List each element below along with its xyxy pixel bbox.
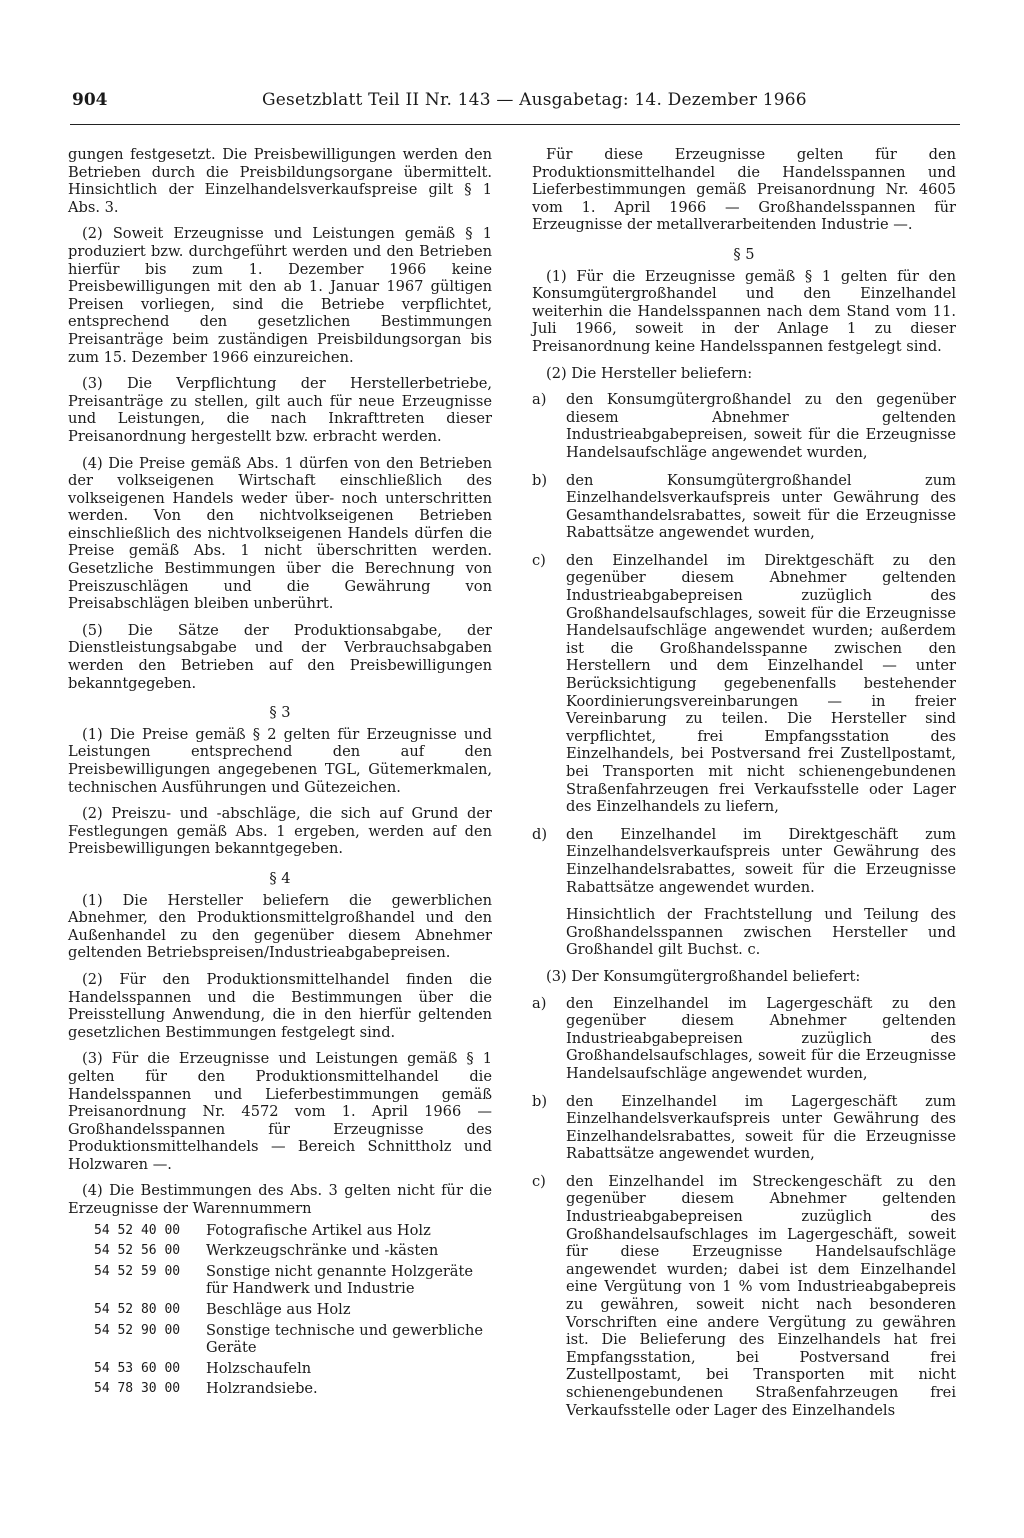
- goods-number: 54 52 56 00: [94, 1243, 181, 1259]
- table-row: [68, 1360, 492, 1378]
- section-heading-3: § 3: [269, 704, 291, 722]
- paragraph: (1) Die Preise gemäß § 2 gelten für Erzeugnisse und Leistungen entsprechend den auf den Preisbewilligungen angegebenen TGL, Gütemerkmalen, technischen Ausführungen und Gütezeichen.: [68, 725, 492, 796]
- list-item-text: den Einzelhandel im Direktgeschäft zum Einzelhandelsverkaufspreis unter Gewährung des Einzelhandelsrabattes, soweit für die Erzeugnisse Rabattsätze angewendet wurden.: [566, 825, 956, 896]
- paragraph: (5) Die Sätze der Produktionsabgabe, der Dienstleistungsabgabe und der Verbrauchsabgaben werden den Betrieben auf den Preisbewilligungen bekanntgegeben.: [68, 621, 492, 692]
- table-row: [68, 1322, 492, 1357]
- list-item-text: den Konsumgütergroßhandel zu den gegenüber diesem Abnehmer geltenden Industrieabgabepreisen, soweit für die Erzeugnisse Handelsaufschläge angewendet wurden,: [566, 391, 956, 461]
- goods-number: 54 52 90 00: [94, 1322, 181, 1338]
- list-item-label: c): [532, 551, 546, 569]
- page-header: [70, 90, 960, 125]
- paragraph: (3) Für die Erzeugnisse und Leistungen gemäß § 1 gelten für den Produktionsmittelhandel die Handelsspannen und Lieferbestimmungen gemäß Preisanordnung Nr. 4572 vom 1. April 1966 — Großhandelsspannen für Erzeugnisse des Produktionsmittelhandels — Bereich Schnittholz und Holzwaren —.: [68, 1050, 492, 1173]
- paragraph: (2) Soweit Erzeugnisse und Leistungen gemäß § 1 produziert bzw. durchgeführt werden und den Betrieben hierfür bis zum 1. Dezember 1966 keine Preisbewilligungen mit den ab 1. Januar 1967 gültigen Preisen vorliegen, sind die Betriebe verpflichtet, entsprechend den gesetzlichen Bestimmungen Preisanträge beim zuständigen Preisbildungsorgan bis zum 15. Dezember 1966 einzureichen.: [68, 225, 492, 366]
- goods-description: Sonstige technische und gewerbliche Geräte: [206, 1321, 484, 1357]
- list-item-label: d): [532, 825, 548, 843]
- paragraph: Für diese Erzeugnisse gelten für den Produktionsmittelhandel die Handelsspannen und Lieferbestimmungen gemäß Preisanordnung Nr. 4605 vom 1. April 1966 — Großhandelsspannen für Erzeugnisse der metallverarbeitenden Industrie —.: [532, 146, 956, 234]
- paragraph: (3) Die Verpflichtung der Herstellerbetriebe, Preisanträge zu stellen, gilt auch für neue Erzeugnisse und Leistungen, die nach Inkrafttreten dieser Preisanordnung hergestellt bzw. erbracht werden.: [68, 375, 492, 445]
- list-item-label: b): [532, 1092, 548, 1110]
- section-heading-5: § 5: [733, 245, 755, 263]
- paragraph: (1) Die Hersteller beliefern die gewerblichen Abnehmer, den Produktionsmittelgroßhandel und den Außenhandel zu den gegenüber diesem Abnehmer geltenden Betriebspreisen/Industrieabgabepreisen.: [68, 891, 492, 962]
- left-column: [68, 146, 492, 1401]
- goods-number-table: [68, 1222, 492, 1398]
- paragraph: (2) Preiszu- und -abschläge, die sich auf Grund der Festlegungen gemäß Abs. 1 ergeben, werden auf den Preisbewilligungen bekanntgegeben.: [68, 805, 492, 858]
- goods-description: Holzrandsiebe.: [206, 1380, 318, 1398]
- page-number: 904: [72, 90, 108, 110]
- list-item: [532, 552, 956, 816]
- list-item-label: a): [532, 391, 547, 409]
- list-item-label: a): [532, 994, 547, 1012]
- list-item-text: den Einzelhandel im Direktgeschäft zu den gegenüber diesem Abnehmer geltenden Industrieabgabepreisen zuzüglich des Großhandelsaufschlages, soweit für die Erzeugnisse Handelsaufschläge angewendet wurden; außerdem ist die Großhandelsspanne zwischen den Herstellern und dem Einzelhandel — unter Berücksichtigung gegebenenfalls bestehender Koordinierungsvereinbarungen — in freier Vereinbarung zu teilen. Die Hersteller sind verpflichtet, frei Empfangsstation des Einzelhandels, bei Postversand frei Zustellpostamt, bei Transporten mit nicht schienengebundenen Straßenfahrzeugen frei Verkaufsstelle oder Lager des Einzelhandels zu liefern,: [566, 551, 956, 816]
- table-row: [68, 1380, 492, 1398]
- paragraph: (2) Für den Produktionsmittelhandel finden die Handelsspannen und die Bestimmungen über die Preisstellung Anwendung, die in den hierfür geltenden gesetzlichen Bestimmungen festgelegt sind.: [68, 970, 492, 1041]
- gazette-title: Gesetzblatt Teil II Nr. 143 — Ausgabetag: 14. Dezember 1966: [262, 90, 807, 110]
- paragraph: (2) Die Hersteller beliefern:: [546, 364, 753, 382]
- list-item-text: den Einzelhandel im Lagergeschäft zum Einzelhandelsverkaufspreis unter Gewährung des Einzelhandelsrabattes, soweit für die Erzeugnisse Rabattsätze angewendet wurden,: [566, 1092, 956, 1163]
- list-item-text: den Einzelhandel im Lagergeschäft zu den gegenüber diesem Abnehmer geltenden Industrieabgabepreisen zuzüglich des Großhandelsaufschlages, soweit für die Erzeugnisse Handelsaufschläge angewendet wurden,: [566, 994, 956, 1082]
- list-item: [532, 826, 956, 896]
- table-row: [68, 1301, 492, 1319]
- list-item: [532, 391, 956, 461]
- goods-description: Werkzeugschränke und -kästen: [206, 1242, 439, 1260]
- list-item-text: den Konsumgütergroßhandel zum Einzelhandelsverkaufspreis unter Gewährung des Gesamthandelsrabattes, soweit für die Erzeugnisse Rabattsätze angewendet wurden,: [566, 471, 956, 542]
- table-row: [68, 1242, 492, 1260]
- goods-description: Beschläge aus Holz: [206, 1301, 351, 1319]
- section-heading-4: § 4: [269, 869, 291, 887]
- list-item: [532, 1173, 956, 1419]
- list-item: [532, 995, 956, 1083]
- goods-description: Holzschaufeln: [206, 1359, 312, 1377]
- paragraph: (3) Der Konsumgütergroßhandel beliefert:: [546, 967, 861, 985]
- list-item-label: c): [532, 1172, 546, 1190]
- goods-description: Sonstige nicht genannte Holzgeräte für Handwerk und Industrie: [206, 1262, 474, 1298]
- paragraph: (4) Die Bestimmungen des Abs. 3 gelten nicht für die Erzeugnisse der Warennummern: [68, 1182, 492, 1218]
- list-item-label: b): [532, 471, 548, 489]
- goods-description: Fotografische Artikel aus Holz: [206, 1221, 431, 1239]
- goods-number: 54 52 80 00: [94, 1302, 181, 1318]
- paragraph: (1) Für die Erzeugnisse gemäß § 1 gelten für den Konsumgütergroßhandel und den Einzelhandel weiterhin die Handelsspannen nach dem Stand vom 11. Juli 1966, soweit in der Anlage 1 zu dieser Preisanordnung keine Handelsspannen festgelegt sind.: [532, 267, 956, 355]
- goods-number: 54 53 60 00: [94, 1360, 181, 1376]
- goods-number: 54 52 40 00: [94, 1222, 181, 1238]
- right-column: [532, 146, 956, 1429]
- table-row: [68, 1222, 492, 1240]
- goods-number: 54 52 59 00: [94, 1263, 181, 1279]
- table-row: [68, 1263, 492, 1298]
- goods-number: 54 78 30 00: [94, 1381, 181, 1397]
- list-item: [532, 1093, 956, 1163]
- paragraph: (4) Die Preise gemäß Abs. 1 dürfen von den Betrieben der volkseigenen Wirtschaft einschließlich des volkseigenen Handels weder über- noch unterschritten werden. Von den nichtvolkseigenen Betrieben einschließlich des nichtvolkseigenen Handels dürfen die Preise gemäß Abs. 1 nicht überschritten werden. Gesetzliche Bestimmungen über die Berechnung von Preiszuschlägen und die Gewährung von Preisabschlägen bleiben unberührt.: [68, 454, 492, 613]
- list-item-note: Hinsichtlich der Frachtstellung und Teilung des Großhandelsspannen zwischen Hersteller und Großhandel gilt Buchst. c.: [566, 906, 956, 959]
- list-item-text: den Einzelhandel im Streckengeschäft zu den gegenüber diesem Abnehmer geltenden Industrieabgabepreisen zuzüglich des Großhandelsaufschlages im Lagergeschäft, soweit für diese Erzeugnisse Handelsaufschläge angewendet wurden; dabei ist dem Einzelhandel eine Vergütung von 1 % vom Industrieabgabepreis zu gewähren, soweit nicht nach besonderen Vorschriften eine andere Vergütung zu gewähren ist. Die Belieferung des Einzelhandels hat frei Empfangsstation, bei Postversand frei Zustellpostamt, bei Transporten mit nicht schienengebundenen Straßenfahrzeugen frei Verkaufsstelle oder Lager des Einzelhandels: [566, 1172, 956, 1419]
- paragraph: gungen festgesetzt. Die Preisbewilligungen werden den Betrieben durch die Preisbildungsorgane übermittelt. Hinsichtlich der Einzelhandelsverkaufspreise gilt § 1 Abs. 3.: [68, 146, 492, 216]
- list-item: [532, 472, 956, 542]
